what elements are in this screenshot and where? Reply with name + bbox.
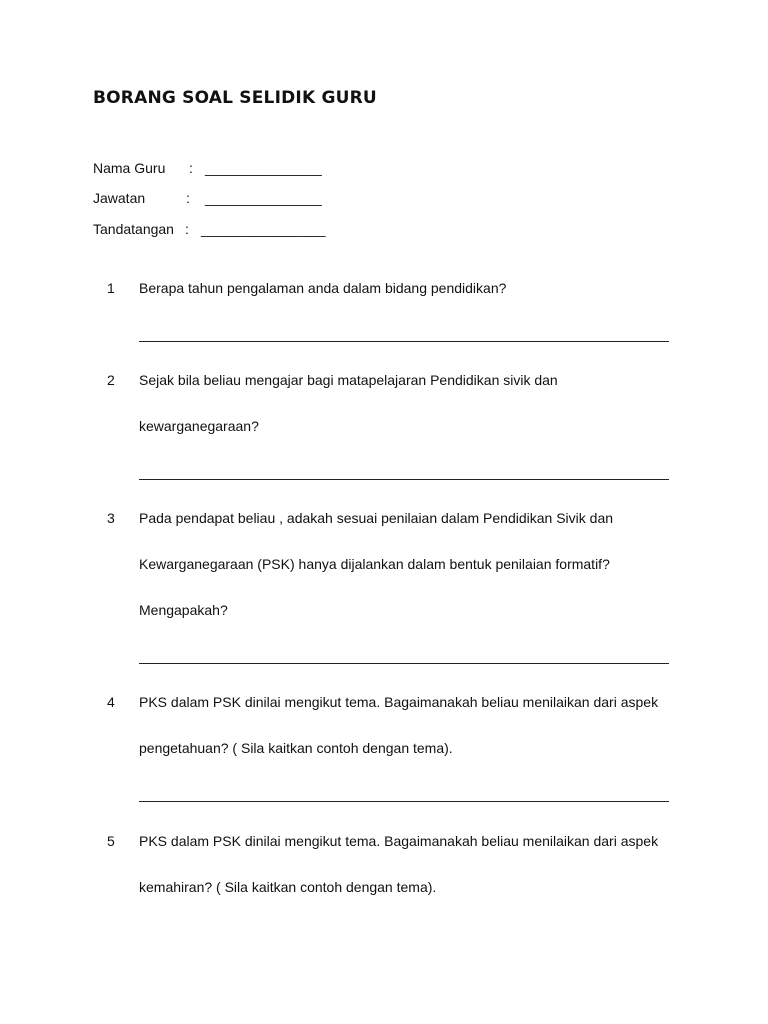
question-text: Kewarganegaraan (PSK) hanya dijalankan dalam bentuk penilaian formatif?: [139, 556, 610, 572]
question-number: 4: [107, 694, 115, 710]
question-text: Sejak bila beliau mengajar bagi matapelajaran Pendidikan sivik dan: [139, 372, 558, 388]
position-blank[interactable]: _______________: [205, 190, 322, 206]
answer-line[interactable]: [139, 341, 669, 342]
field-label: Tandatangan: [93, 221, 174, 237]
question-number: 2: [107, 372, 115, 388]
question-text: PKS dalam PSK dinilai mengikut tema. Bagaimanakah beliau menilaikan dari aspek: [139, 833, 659, 849]
question-text: pengetahuan? ( Sila kaitkan contoh dengan tema).: [139, 740, 453, 756]
question-text: Pada pendapat beliau , adakah sesuai penilaian dalam Pendidikan Sivik dan: [139, 510, 614, 526]
question-text: kemahiran? ( Sila kaitkan contoh dengan tema).: [139, 879, 437, 895]
answer-line[interactable]: [139, 801, 669, 802]
question-text: PKS dalam PSK dinilai mengikut tema. Bagaimanakah beliau menilaikan dari aspek: [139, 694, 659, 710]
question-text: Berapa tahun pengalaman anda dalam bidang pendidikan?: [139, 280, 507, 296]
name-blank[interactable]: _______________: [205, 160, 322, 176]
field-colon: :: [186, 190, 190, 206]
field-colon: :: [189, 160, 193, 176]
question-text: kewarganegaraan?: [139, 418, 259, 434]
field-label: Jawatan: [93, 190, 146, 206]
signature-blank[interactable]: ________________: [201, 221, 326, 237]
question-number: 5: [107, 833, 115, 849]
field-colon: :: [185, 221, 189, 237]
question-number: 1: [107, 280, 115, 296]
answer-line[interactable]: [139, 479, 669, 480]
question-text: Mengapakah?: [139, 602, 228, 618]
form-title: BORANG SOAL SELIDIK GURU: [93, 88, 377, 108]
question-number: 3: [107, 510, 115, 526]
field-label: Nama Guru: [93, 160, 166, 176]
answer-line[interactable]: [139, 663, 669, 664]
